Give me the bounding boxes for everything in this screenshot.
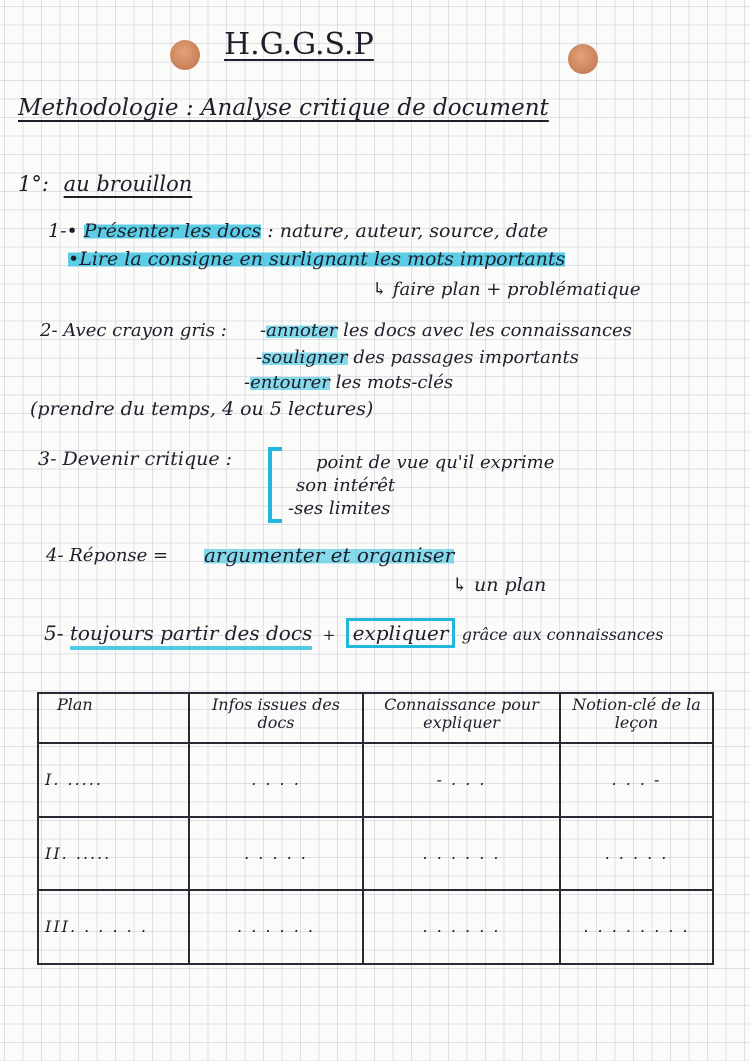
step-5-rest: grâce aux connaissances [461,625,664,644]
verb-souligner: souligner [262,347,348,368]
item-dash: - [256,347,263,368]
page-title: H.G.G.S.P [224,27,374,62]
critique-bracket [268,447,282,523]
binder-hole-right [568,44,598,74]
critique-item-2: son intérêt [296,475,396,496]
table-row [38,890,713,964]
table-cell: I. ..... [38,743,189,817]
step-4-sub: ↳ un plan [452,574,547,596]
step-5-docs: toujours partir des docs [70,621,312,650]
section-heading [18,174,192,195]
item-dash: - [260,320,267,341]
step-5-lead: 5- [44,621,64,645]
step-2-item-2 [256,349,579,367]
step-2-item-3 [244,374,453,392]
section-label: au brouillon [63,172,193,196]
step-1-line-a [48,222,548,241]
plan-table [37,692,714,965]
item-rest: les mots-clés [329,372,454,393]
table-cell: II. ..... [38,817,189,891]
table-cell: . . . . . [189,817,363,891]
header-plan: Plan [38,693,189,743]
item-dash: - [244,372,251,393]
critique-item-1: point de vue qu'il exprime [316,452,555,473]
header-notion: Notion-clé de la leçon [560,693,713,743]
verb-entourer: entourer [250,372,330,393]
table-cell: . . . . . . [363,890,560,964]
step-2-lead: 2- Avec crayon gris : [40,320,227,341]
item-rest: les docs avec les connaissances [337,320,632,341]
step-4-answer [204,545,454,565]
table-row [38,817,713,891]
table-row [38,743,713,817]
step-1-prefix: 1-• [48,220,78,242]
step-1-rest: : nature, auteur, source, date [267,220,549,242]
critique-item-3: -ses limites [288,498,391,519]
section-number: 1°: [18,172,49,196]
table-cell: III. . . . . . [38,890,189,964]
step-1-line-b-text: •Lire la consigne en surlignant les mots importants [68,248,566,270]
step-1-line-c: ↳ faire plan + problématique [372,279,641,300]
table-cell: . . . . . . . . [560,890,713,964]
table-cell: . . . . [189,743,363,817]
plus-sign: + [322,626,336,644]
item-rest: des passages importants [347,347,579,368]
step-4-highlight: argumenter et organiser [204,543,455,567]
binder-hole-left [170,40,200,70]
table-cell: - . . . [363,743,560,817]
table-cell: . . . . . . [363,817,560,891]
step-4-lead: 4- Réponse = [46,545,169,566]
table-header-row [38,693,713,743]
step-2-item-1 [260,322,632,340]
table-cell: . . . - [560,743,713,817]
table-cell: . . . . . . [189,890,363,964]
table-cell: . . . . . [560,817,713,891]
step-1-line-b [68,250,565,269]
verb-annoter: annoter [266,320,338,341]
step-5-boxed: expliquer [346,618,456,648]
step-2-note: (prendre du temps, 4 ou 5 lectures) [30,398,374,420]
methodology-heading: Methodologie : Analyse critique de document [18,95,549,121]
header-infos: Infos issues des docs [189,693,363,743]
header-connaissance: Connaissance pour expliquer [363,693,560,743]
step-1-highlight: Présenter les docs [83,220,262,242]
step-5-line [44,623,663,643]
step-3-lead: 3- Devenir critique : [38,448,233,470]
